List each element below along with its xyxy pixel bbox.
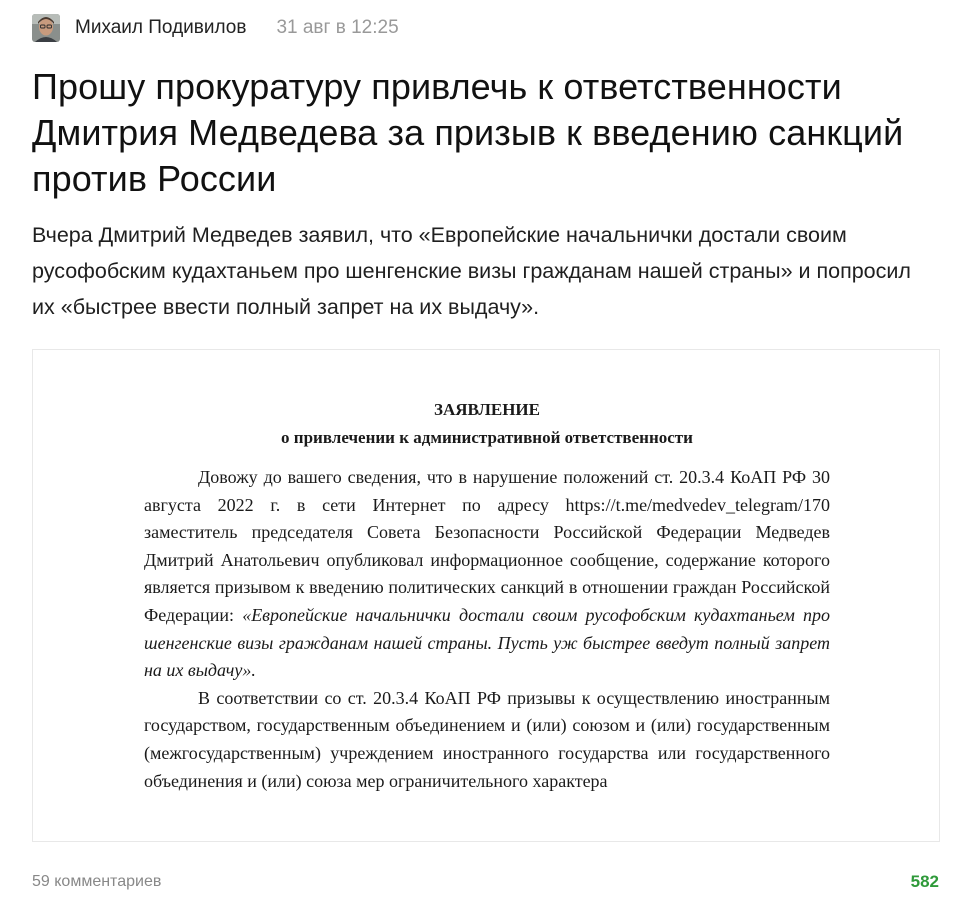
avatar-photo-icon: [32, 14, 60, 42]
author-avatar[interactable]: [32, 14, 60, 42]
post-lead: Вчера Дмитрий Медведев заявил, что «Европейские начальнички достали своим русофобским кудахтаньем про шенгенские визы гражданам нашей страны» и попросил их «быстрее ввести полный запрет на их выдачу».: [32, 223, 911, 319]
post-timestamp[interactable]: 31 авг в 12:25: [276, 17, 399, 38]
post-title[interactable]: Прошу прокуратуру привлечь к ответственности Дмитрия Медведева за призыв к введению санкций против России: [32, 66, 904, 199]
document-paragraph-2: В соответствии со ст. 20.3.4 КоАП РФ призывы к осуществлению иностранным государством, государственным объединением и (или) союзом и (или) государственным (межгосударственным) учреждением иностранного государства или государственного объединения и (или) союза мер ограничительного характера: [144, 687, 830, 791]
comments-link[interactable]: 59 комментариев: [32, 873, 162, 890]
author-name[interactable]: Михаил Подивилов: [75, 17, 247, 38]
document-page: [144, 396, 830, 795]
paragraph-1-text: Довожу до вашего сведения, что в нарушение положений ст. 20.3.4 КоАП РФ 30 августа 2022 г. в сети Интернет по адресу https://t.me/medvedev_telegram/170 заместитель председателя Совета Безопасности Российской Федерации Медведев Дмитрий Анатольевич опубликовал информационное сообщение, содержание которого является призывом к введению политических санкций в отношении граждан Российской Федерации:: [144, 467, 830, 625]
paragraph-1-quote: «Европейские начальнички достали своим русофобским кудахтаньем про шенгенские визы гражданам нашей страны. Пусть уж быстрее введут полный запрет на их выдачу».: [144, 604, 831, 681]
document-image[interactable]: [32, 349, 940, 842]
document-title: ЗАЯВЛЕНИЕ: [433, 400, 540, 419]
post-footer: [32, 872, 939, 892]
document-paragraph-1: [144, 464, 830, 685]
document-subtitle: о привлечении к административной ответственности: [281, 428, 693, 447]
post-header: [32, 12, 399, 44]
rating-count: 582: [910, 872, 939, 891]
